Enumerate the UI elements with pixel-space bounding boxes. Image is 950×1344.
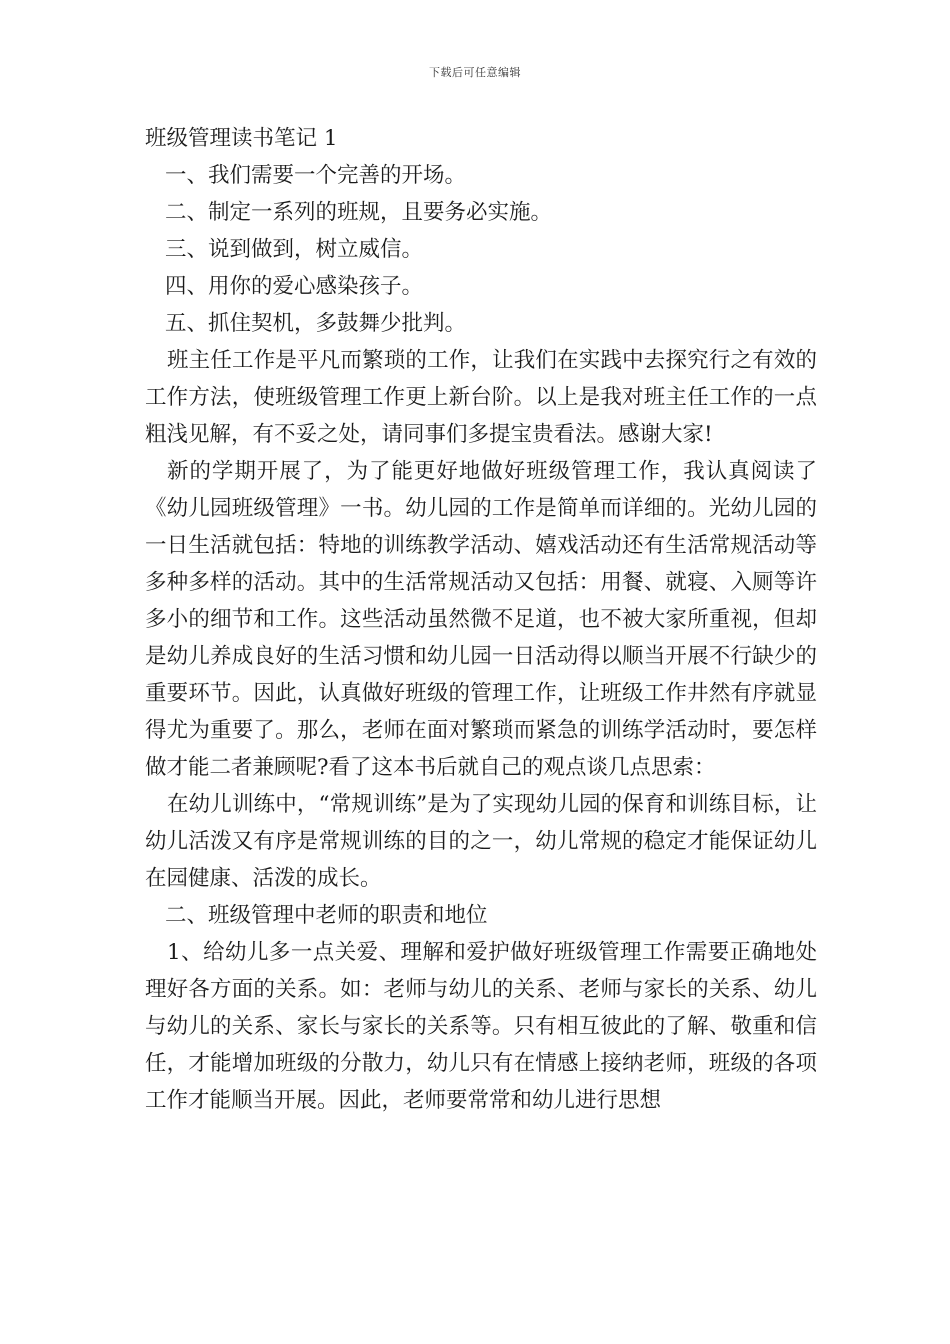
list-item: 三、说到做到，树立威信。 <box>165 237 424 262</box>
paragraph: 在幼儿训练中，“常规训练”是为了实现幼儿园的保育和训练目标，让幼儿活泼又有序是常规训练的目的之一，幼儿常规的稳定才能保证幼儿在园健康、活泼的成长。 <box>145 792 817 891</box>
header-note: 下载后可任意编辑 <box>429 66 521 79</box>
list-item: 一、我们需要一个完善的开场。 <box>165 163 467 188</box>
list-item: 二、制定一系列的班规，且要务必实施。 <box>165 200 553 225</box>
paragraph: 1、给幼儿多一点关爱、理解和爱护做好班级管理工作需要正确地处理好各方面的关系。如：老师与幼儿的关系、老师与家长的关系、幼儿与幼儿的关系、家长与家长的关系等。只有相互彼此的了解、敬重和信任，才能增加班级的分散力，幼儿只有在情感上接纳老师，班级的各项工作才能顺当开展。因此，老师要常常和幼儿进行思想 <box>145 940 817 1113</box>
document-title: 班级管理读书笔记 1 <box>145 126 338 151</box>
document-body <box>145 120 817 1119</box>
paragraph: 班主任工作是平凡而繁琐的工作，让我们在实践中去探究行之有效的工作方法，使班级管理工作更上新台阶。以上是我对班主任工作的一点粗浅见解，有不妥之处，请同事们多提宝贵看法。感谢大家! <box>145 348 817 447</box>
list-item: 四、用你的爱心感染孩子。 <box>165 274 424 299</box>
list-item: 五、抓住契机，多鼓舞少批判。 <box>165 311 467 336</box>
paragraph: 新的学期开展了，为了能更好地做好班级管理工作，我认真阅读了《幼儿园班级管理》一书。幼儿园的工作是简单而详细的。光幼儿园的一日生活就包括：特地的训练教学活动、嬉戏活动还有生活常规活动等多种多样的活动。其中的生活常规活动又包括：用餐、就寝、入厕等许多小的细节和工作。这些活动虽然微不足道，也不被大家所重视，但却是幼儿养成良好的生活习惯和幼儿园一日活动得以顺当开展不行缺少的重要环节。因此，认真做好班级的管理工作，让班级工作井然有序就显得尤为重要了。那么，老师在面对繁琐而紧急的训练学活动时，要怎样做才能二者兼顾呢?看了这本书后就自己的观点谈几点思索： <box>145 459 817 780</box>
section-heading: 二、班级管理中老师的职责和地位 <box>165 903 488 928</box>
